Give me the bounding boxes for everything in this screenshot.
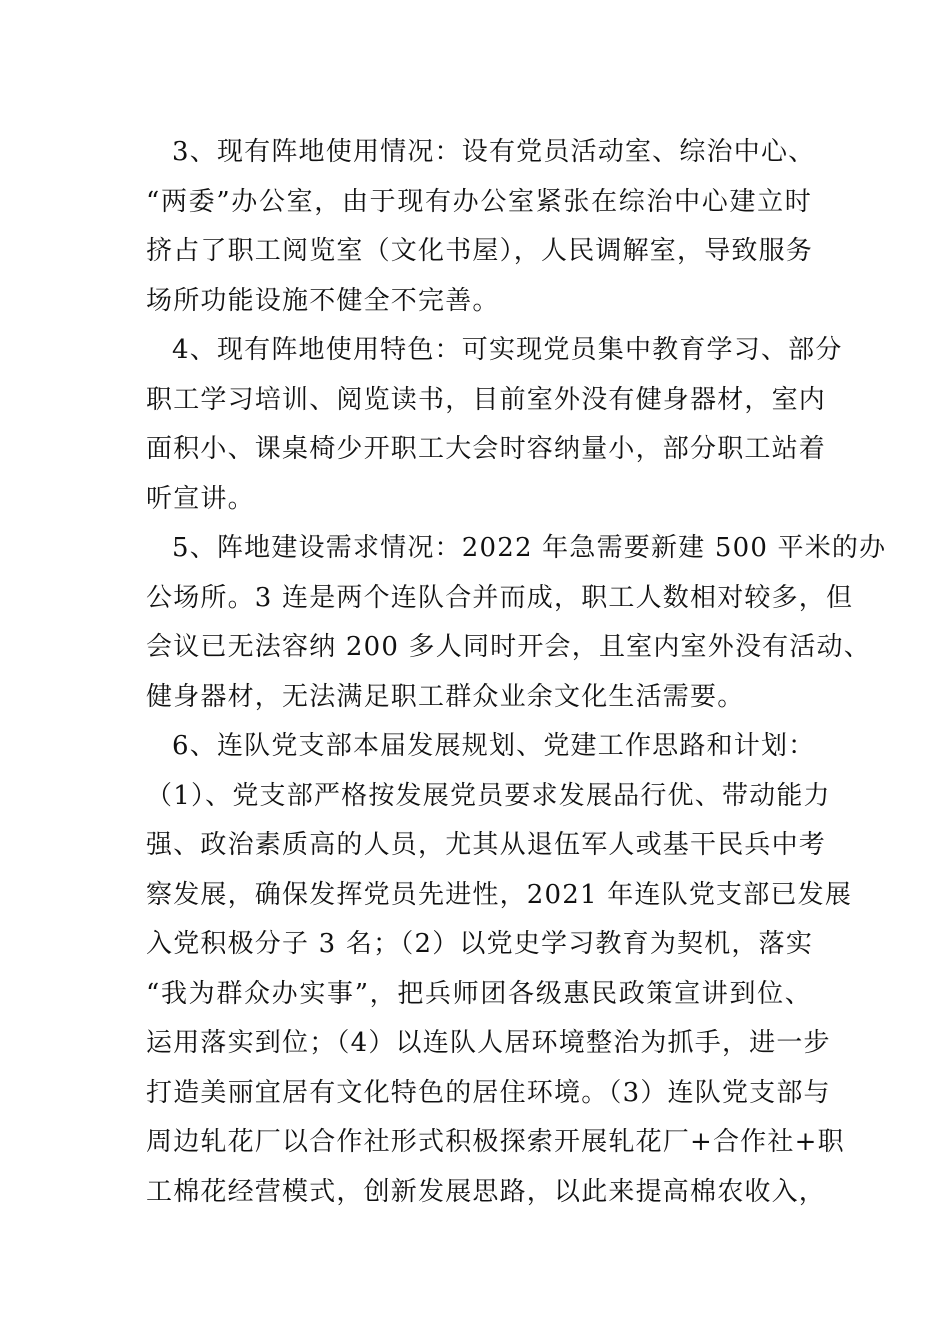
text-line: 4、现有阵地使用特色：可实现党员集中教育学习、部分 — [172, 335, 843, 365]
text-line: 挤占了职工阅览室（文化书屋），人民调解室，导致服务 — [146, 236, 814, 266]
text-line: 周边轧花厂以合作社形式积极探索开展轧花厂+合作社+职 — [146, 1127, 845, 1157]
text-line: 强、政治素质高的人员，尤其从退伍军人或基干民兵中考 — [146, 830, 827, 860]
text-line: 运用落实到位；（4）以连队人居环境整治为抓手，进一步 — [146, 1028, 831, 1058]
text-line: 健身器材，无法满足职工群众业余文化生活需要。 — [146, 681, 745, 712]
text-line: “两委”办公室，由于现有办公室紧张在综治中心建立时 — [146, 186, 812, 217]
text-line: 6、连队党支部本届发展规划、党建工作思路和计划： — [172, 731, 816, 761]
text-line: 入党积极分子 3 名；（2）以党史学习教育为契机，落实 — [146, 929, 814, 959]
text-line: 公场所。3 连是两个连队合并而成，职工人数相对较多，但 — [146, 582, 854, 613]
text-line: 会议已无法容纳 200 多人同时开会，且室内室外没有活动、 — [146, 632, 871, 662]
text-line: 职工学习培训、阅览读书，目前室外没有健身器材，室内 — [146, 384, 827, 415]
text-line: 面积小、课桌椅少开职工大会时容纳量小，部分职工站着 — [146, 434, 827, 464]
text-line: 3、现有阵地使用情况：设有党员活动室、综治中心、 — [172, 137, 816, 167]
text-line: （1）、党支部严格按发展党员要求发展品行优、带动能力 — [146, 780, 831, 811]
text-line: 打造美丽宜居有文化特色的居住环境。（3）连队党支部与 — [146, 1077, 831, 1108]
text-line: 听宣讲。 — [146, 483, 255, 514]
text-line: 场所功能设施不健全不完善。 — [146, 285, 500, 316]
text-line: “我为群众办实事”，把兵师团各级惠民政策宣讲到位、 — [146, 978, 812, 1009]
text-line: 5、阵地建设需求情况：2022 年急需要新建 500 平米的办 — [172, 533, 887, 563]
text-line: 察发展，确保发挥党员先进性，2021 年连队党支部已发展 — [146, 879, 853, 910]
text-line: 工棉花经营模式，创新发展思路，以此来提高棉农收入， — [146, 1176, 827, 1207]
